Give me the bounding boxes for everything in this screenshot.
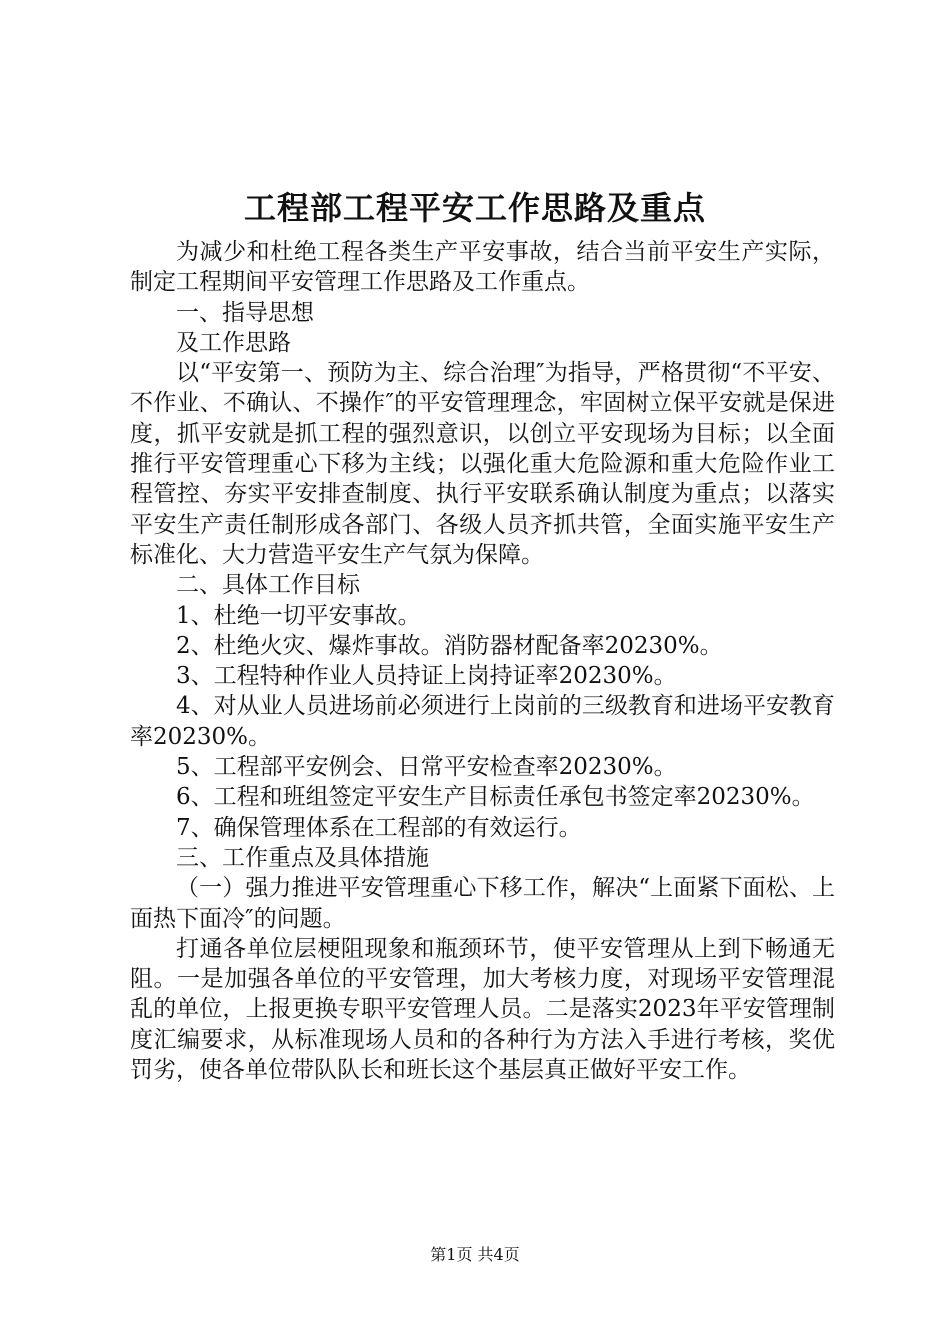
goal-item-6: 6、工程和班组签定平安生产目标责任承包书签定率20230%。 (176, 784, 815, 811)
page-number: 第1页 共4页 (430, 1245, 520, 1264)
goal-item-2: 2、杜绝火灾、爆炸事故。消防器材配备率20230%。 (176, 632, 723, 659)
measure-paragraph-1: 打通各单位层梗阻现象和瓶颈环节，使平安管理从上到下畅通无阻。一是加强各单位的平安管理，加大考核力度，对现场平安管理混乱的单位，上报更换专职平安管理人员。二是落实2023年平安管理制度汇编要求，从标准现场人员和的各种行为方法入手进行考核，奖优罚劣，使各单位带队队长和班长这个基层真正做好平安工作。 (130, 935, 835, 1084)
section-subheading: 及工作思路 (176, 329, 291, 356)
goal-item-3: 3、工程特种作业人员持证上岗持证率20230%。 (176, 663, 677, 690)
document-body (130, 237, 835, 1085)
goal-item-1: 1、杜绝一切平安事故。 (176, 602, 421, 629)
goal-item-4: 4、对从业人员进场前必须进行上岗前的三级教育和进场平安教育率20230%。 (130, 693, 835, 750)
intro-paragraph: 为减少和杜绝工程各类生产平安事故，结合当前平安生产实际，制定工程期间平安管理工作思路及工作重点。 (130, 239, 835, 296)
section-heading-3: 三、工作重点及具体措施 (176, 844, 429, 871)
goal-item-5: 5、工程部平安例会、日常平安检查率20230%。 (176, 754, 677, 781)
section-heading-1: 一、指导思想 (176, 299, 314, 326)
goal-item-7: 7、确保管理体系在工程部的有效运行。 (176, 814, 582, 841)
measure-heading-1: （一）强力推进平安管理重心下移工作，解决“上面紧下面松、上面热下面冷″的问题。 (130, 875, 835, 932)
section-heading-2: 二、具体工作目标 (176, 572, 360, 599)
document-title: 工程部工程平安工作思路及重点 (243, 189, 706, 227)
guiding-paragraph: 以“平安第一、预防为主、综合治理″为指导，严格贯彻“不平安、不作业、不确认、不操作″的平安管理理念，牢固树立保平安就是保进度，抓平安就是抓工程的强烈意识，以创立平安现场为目标；以全面推行平安管理重心下移为主线；以强化重大危险源和重大危险作业工程管控、夯实平安排查制度、执行平安联系确认制度为重点；以落实平安生产责任制形成各部门、各级人员齐抓共管，全面实施平安生产标准化、大力营造平安生产气氛为保障。 (130, 360, 835, 568)
